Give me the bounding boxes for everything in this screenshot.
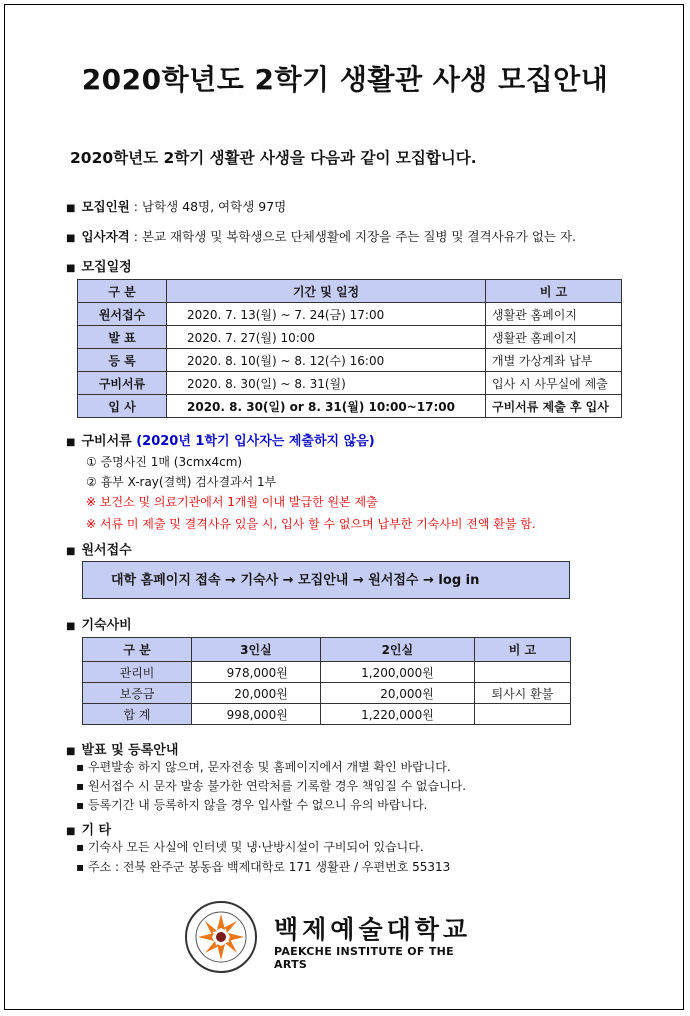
table-row: 보증금 20,000원 20,000원 퇴사시 환불 (83, 683, 571, 704)
list-item: ▪ 원서접수 시 문자 발송 불가한 연락처를 기록할 경우 책임질 수 없습니다. (76, 779, 467, 793)
documents-note: (2020년 1학기 입사자는 제출하지 않음) (136, 434, 375, 449)
square-bullet-icon: ■ (66, 746, 76, 757)
qualification-line (66, 227, 576, 245)
documents-heading: ■ 구비서류 (2020년 1학기 입사자는 제출하지 않음) (66, 434, 375, 449)
table-row: 원서접수 2020. 7. 13(월) ~ 7. 24(금) 17:00 생활관 홈페이지 (78, 303, 622, 326)
table-header-row: 구 분 3인실 2인실 비 고 (83, 638, 571, 662)
document-warning: ※ 서류 미 제출 및 결격사유 있을 시, 입사 할 수 없으며 납부한 기숙사비 전액 환불 함. (86, 517, 536, 531)
university-logo (184, 900, 484, 974)
table-row: 입 사 2020. 8. 30(일) or 8. 31(월) 10:00~17:00 구비서류 제출 후 입사 (78, 395, 622, 418)
university-seal-icon (184, 900, 258, 974)
list-item: ▪ 등록기간 내 등록하지 않을 경우 입사할 수 없으니 유의 바랍니다. (76, 798, 428, 812)
schedule-heading: ■ 모집일정 (66, 260, 132, 275)
document-item: ② 흉부 X-ray(결핵) 검사결과서 1부 (86, 475, 277, 489)
intro-text: 2020학년도 2학기 생활관 사생을 다음과 같이 모집합니다. (70, 149, 477, 167)
col-period: 기간 및 일정 (167, 280, 486, 303)
qualification-label: 입사자격 (81, 229, 130, 244)
list-item: ▪ 우편발송 하지 않으며, 문자전송 및 홈페이지에서 개별 확인 바랍니다. (76, 760, 451, 774)
table-row: 합 계 998,000원 1,220,000원 (83, 704, 571, 725)
document-warning: ※ 보건소 및 의료기관에서 1개월 이내 발급한 원본 제출 (86, 495, 378, 509)
square-bullet-icon: ■ (66, 437, 76, 448)
announce-heading: ■ 발표 및 등록안내 (66, 743, 179, 758)
table-row: 등 록 2020. 8. 10(월) ~ 8. 12(수) 16:00 개별 가상계좌 납부 (78, 349, 622, 372)
qualification-text: : 본교 재학생 및 복학생으로 단체생활에 지장을 주는 질병 및 결격사유가 없는 자. (129, 229, 577, 244)
square-bullet-icon: ■ (66, 621, 76, 632)
table-row: 발 표 2020. 7. 27(월) 10:00 생활관 홈페이지 (78, 326, 622, 349)
logo-korean-name: 백제예술대학교 (274, 915, 472, 944)
square-bullet-icon: ■ (66, 263, 76, 274)
page-title: 2020학년도 2학기 생활관 사생 모집안내 (81, 63, 609, 96)
schedule-table (77, 279, 622, 418)
square-bullet-icon: ■ (66, 826, 76, 837)
col-category: 구 분 (78, 280, 167, 303)
square-bullet-icon: ■ (66, 546, 76, 557)
application-heading: ■ 원서접수 (66, 543, 132, 558)
list-item: ▪ 기숙사 모든 사실에 인터넷 및 냉·난방시설이 구비되어 있습니다. (76, 840, 424, 854)
recruit-line (66, 197, 286, 215)
col-note: 비 고 (486, 280, 622, 303)
table-header-row (78, 280, 622, 303)
etc-heading: ■ 기 타 (66, 823, 112, 838)
table-row: 관리비 978,000원 1,200,000원 (83, 662, 571, 683)
application-path: 대학 홈페이지 접속 → 기숙사 → 모집안내 → 원서접수 → log in (82, 561, 570, 599)
recruit-label: 모집인원 (81, 199, 130, 214)
document-item: ① 증명사진 1매 (3cmx4cm) (86, 455, 243, 469)
square-bullet-icon: ■ (66, 203, 76, 214)
table-row: 구비서류 2020. 8. 30(일) ~ 8. 31(월) 입사 시 사무실에 제출 (78, 372, 622, 395)
list-item: ▪ 주소 : 전북 완주군 봉동읍 백제대학로 171 생활관 / 우편번호 55313 (76, 860, 451, 874)
logo-english-name: PAEKCHE INSTITUTE OF THE ARTS (274, 945, 454, 971)
square-bullet-icon: ■ (66, 233, 76, 244)
fees-table (82, 637, 571, 725)
fees-heading: ■ 기숙사비 (66, 618, 132, 633)
recruit-text: : 남학생 48명, 여학생 97명 (129, 199, 287, 214)
